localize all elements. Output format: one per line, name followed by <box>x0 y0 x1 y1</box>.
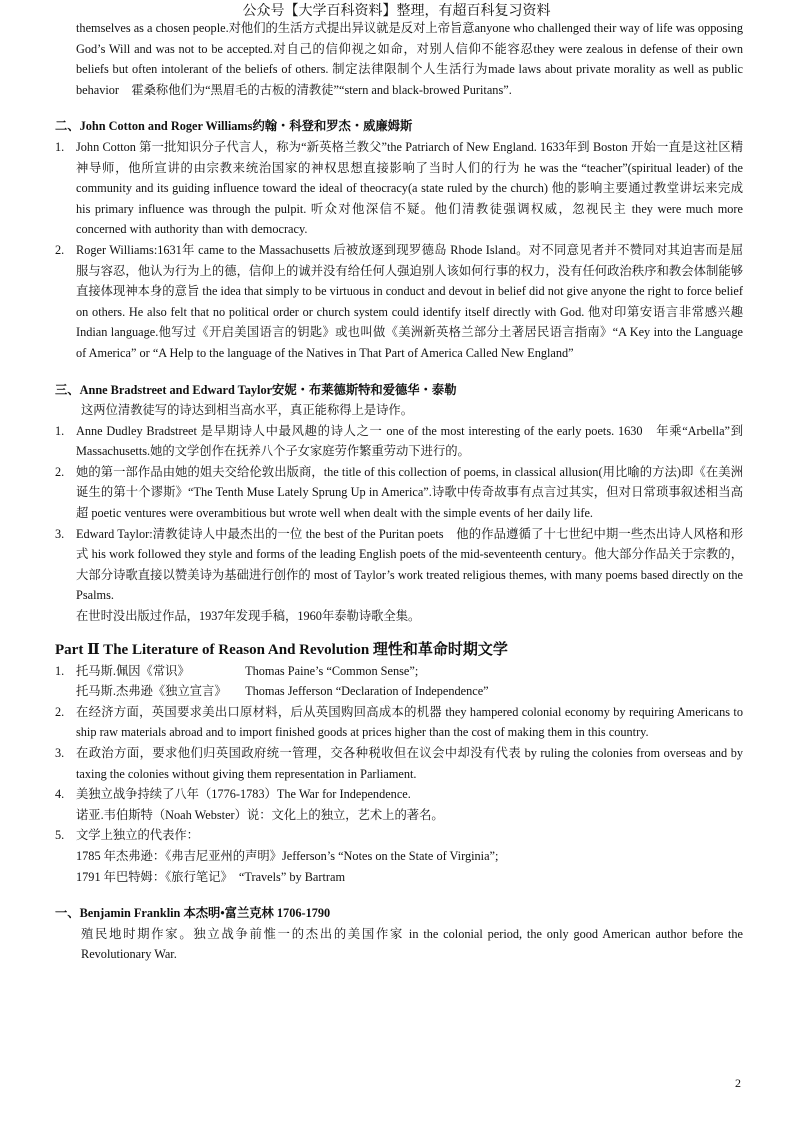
item-text: 文学上独立的代表作： <box>76 828 199 843</box>
item-text: 在经济方面，英国要求美出口原材料，后从英国购回高成本的机器 they hampered colonial economy by requiring Americans to ship raw materials abroad and to import finished goods at prices higher than the cost of making them in this country. <box>76 704 743 740</box>
intro-paragraph: themselves as a chosen people.对他们的生活方式提出异议就是反对上帝旨意anyone who challenged their way of life was opposing God’s Will and was not to be accepted.对自己的信仰视之如命，对别人信仰不能容忍they were zealous in defense of their own beliefs but often intolerant of the beliefs of others. 制定法律限制个人生活行为made laws about private morality as well as public behavior 霍桑称他们为“黑眉毛的古板的清教徒”“stern and black-browed Puritans”. <box>76 21 743 97</box>
section-text: 殖民地时期作家。独立战争前惟一的杰出的美国作家 in the colonial period, the only good American author before the Revolutionary War. <box>81 926 743 962</box>
item-text: Edward Taylor:清教徒诗人中最杰出的一位 the best of the Puritan poets 他的作品遵循了十七世纪中期一些杰出诗人风格和形式 his work followed they style and forms of the leading English poets of the mid-seventeenth century。他大部分作品关于宗教的，大部分诗歌直接以赞美诗为基础进行创作的 most of Taylor’s work treated religious themes, with many poems based directly on the Psalms. <box>76 526 743 603</box>
item-number: 5. <box>55 828 65 843</box>
item-number <box>55 867 76 888</box>
list-item <box>55 137 743 240</box>
item-number: 1. <box>55 663 65 678</box>
item-text: 美独立战争持续了八年（1776-1783）The War for Independence. <box>76 787 411 802</box>
item-text: John Cotton 第一批知识分子代言人，称为“新英格兰教父”the Patriarch of New England. 1633年到 Boston 开始一直是这社区精神导师，他所宣讲的由宗教来统治国家的神权思想直接影响了当时人们的行为 he was the “teacher”(spiritual leader) of the community and its guiding influence toward the ideal of theocracy(a state ruled by the church) 他的影响主要通过教堂讲坛来完成 his primary influence was through the pulpit. 听众对他深信不疑。他们清教徒强调权威，忽视民主 they were much more concerned with authority than with democracy. <box>76 139 743 237</box>
page-content <box>55 18 743 965</box>
list-item <box>55 240 743 364</box>
section-heading-bradstreet: 三、Anne Bradstreet and Edward Taylor安妮・布莱德斯特和爱德华・泰勒 <box>55 382 457 397</box>
item-text: 在政治方面，要求他们归英国政府统一管理，交各种税收但在议会中却没有代表 by ruling the colonies from overseas and by taxing the colonies without giving them representation in Parliament. <box>76 746 743 781</box>
item-text: Anne Dudley Bradstreet 是早期诗人中最风趣的诗人之一 one of the most interesting of the early poets. 1630 年乘“Arbella”到 Massachusetts.她的文学创作在抚养八个子女家庭劳作繁重劳动下进行的。 <box>76 423 743 459</box>
item-number <box>55 681 76 702</box>
list-item <box>55 524 743 606</box>
item-number: 3. <box>55 526 65 541</box>
section-heading-franklin: 一、Benjamin Franklin 本杰明•富兰克林 1706-1790 <box>55 906 331 921</box>
page-number: 2 <box>735 1076 741 1091</box>
item-text: Roger Williams:1631年 came to the Massachusetts 后被放逐到现罗德岛 Rhode Island。对不同意见者并不赞同对其迫害而是屈服与容忍，他认为行为上的德，信仰上的诚并没有给任何人强迫别人该如何行事的权力，没有任何政治秩序和教会体制能够直接体现神本身的意旨 the idea that simply to be virtuous in conduct and devout in belief did not give anyone the right to force belief on others. He also felt that no political order or church system could identify itself directly with God. 他对印第安语言非常感兴趣 Indian language.他写过《开启美国语言的钥匙》或也叫做《美洲新英格兰部分土著居民语言指南》“A Key into the Language of America” or “A Help to the language of the Natives in That Part of America Called New England” <box>76 242 743 360</box>
item-text: 托马斯.杰弗逊《独立宣言》 Thomas Jefferson “Declaration of Independence” <box>76 684 489 699</box>
list-item <box>55 743 743 784</box>
list-item <box>55 784 743 805</box>
section-intro: 这两位清教徒写的诗达到相当高水平，真正能称得上是诗作。 <box>81 403 414 418</box>
list-item <box>55 421 743 462</box>
item-number: 1. <box>55 423 65 438</box>
section-note: 在世时没出版过作品，1937年发现手稿，1960年泰勒诗歌全集。 <box>76 609 421 624</box>
item-number <box>55 846 76 867</box>
list-item <box>55 846 743 867</box>
item-text: 托马斯.佩因《常识》 Thomas Paine’s “Common Sense”; <box>76 663 419 678</box>
item-number: 3. <box>55 746 65 760</box>
item-number <box>55 805 76 826</box>
list-item <box>55 805 743 826</box>
section-heading-cotton: 二、John Cotton and Roger Williams约翰・科登和罗杰・威廉姆斯 <box>55 119 413 134</box>
part-heading: Part Ⅱ The Literature of Reason And Revolution 理性和革命时期文学 <box>55 641 508 658</box>
item-number: 2. <box>55 464 65 479</box>
item-number: 2. <box>55 704 65 719</box>
item-number: 2. <box>55 242 65 257</box>
list-item <box>55 661 743 682</box>
item-text: 1785 年杰弗逊：《弗吉尼亚州的声明》Jefferson’s “Notes on the State of Virginia”; <box>76 848 499 863</box>
item-text: 她的第一部作品由她的姐夫交给伦敦出版商，the title of this collection of poems, in classical allusion(用比喻的方法)即《在美洲诞生的第十个谬斯》“The Tenth Muse Lately Sprung Up in America”.诗歌中传奇故事有点言过其实，但对日常琐事叙述相当高超 poetic ventures were overambitious but wrote well when dealt with the simple events of her daily life. <box>76 464 743 521</box>
item-number: 4. <box>55 787 65 802</box>
list-item <box>55 825 743 846</box>
list-item <box>55 462 743 524</box>
item-text: 1791 年巴特姆：《旅行笔记》 “Travels” by Bartram <box>76 869 346 884</box>
item-number: 1. <box>55 139 65 154</box>
list-item <box>55 702 743 743</box>
list-item <box>55 867 743 888</box>
item-text: 诺亚.韦伯斯特（Noah Webster）说：文化上的独立，艺术上的著名。 <box>76 807 444 822</box>
list-item <box>55 681 743 702</box>
watermark-header: 公众号【大学百科资料】整理，有超百科复习资料 <box>242 4 551 19</box>
